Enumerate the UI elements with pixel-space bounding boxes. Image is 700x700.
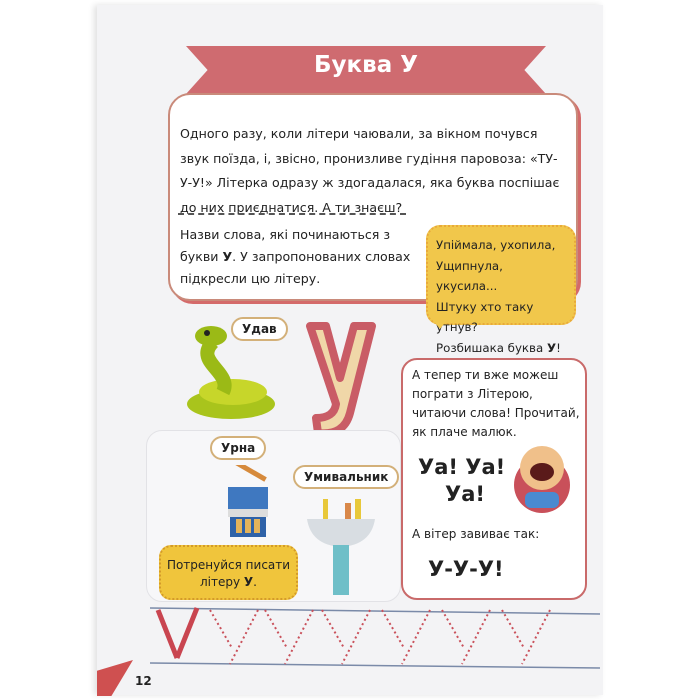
- poem-letter: У: [547, 340, 557, 355]
- story-text: Одного разу, коли літери чаювали, за вікном почувся звук поїзда, і, звісно, пронизливе гудіння паровоза: «ТУ-У-У!» Літерка одразу ж здогадалася, яка буква поспішає до них приєднатися. А ти знаєш?: [180, 126, 560, 215]
- wind-text: А вітер завиває так:: [412, 527, 540, 541]
- poem-line: Штуку хто таку утнув?: [436, 299, 534, 334]
- sink-illustration: [305, 497, 377, 597]
- label-snake: Удав: [231, 317, 288, 341]
- practice-letter: У: [243, 575, 254, 589]
- poem-line: [436, 338, 566, 359]
- practice-label: [159, 545, 298, 600]
- bin-illustration: [218, 465, 280, 540]
- poem-line: Ущипнула, укусила...: [436, 258, 503, 293]
- cry-text-2: Уа!: [445, 482, 485, 506]
- task-text: [180, 224, 420, 290]
- task-after: . У запропонованих словах підкресли цю літеру.: [180, 249, 411, 286]
- letter-u-illustration: [298, 318, 383, 443]
- page-title: Буква У: [314, 52, 418, 78]
- label-sink: Умивальник: [293, 465, 399, 489]
- poem-text: Розбишака буква: [436, 340, 547, 355]
- writing-practice-lines: [150, 600, 600, 670]
- practice-text: Потренуйся писати літеру: [166, 558, 291, 589]
- wind-sound: У-У-У!: [428, 557, 504, 581]
- practice-end: .: [253, 575, 257, 589]
- poem-bubble: [426, 225, 576, 355]
- label-bin: Урна: [210, 436, 266, 460]
- poem-end: !: [556, 340, 561, 355]
- task-before: Назви слова, які починаються з букви: [180, 227, 391, 264]
- crying-baby-illustration: [505, 440, 580, 515]
- page-number: 12: [135, 674, 152, 688]
- card-text: А тепер ти вже можеш пограти з Літерою, читаючи слова! Прочитай, як плаче малюк.: [412, 368, 580, 439]
- poem-line: Упіймала, ухопила,: [436, 238, 556, 252]
- cry-text: Уа! Уа!: [418, 455, 506, 479]
- task-letter: У: [222, 249, 233, 264]
- divider: [178, 213, 406, 215]
